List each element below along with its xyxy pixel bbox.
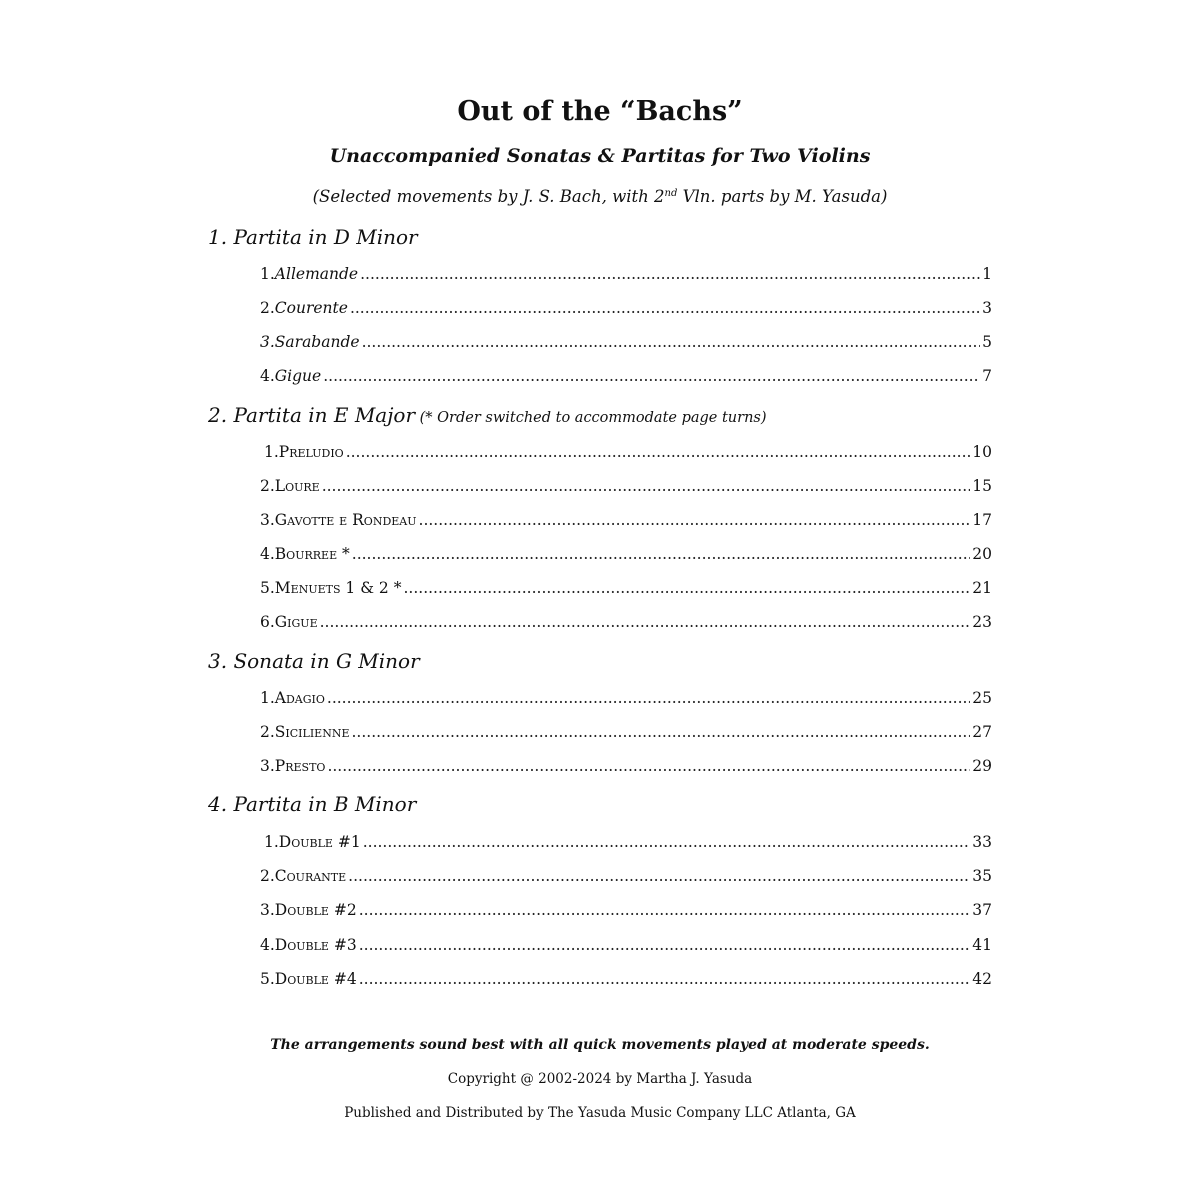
entry-number: 1.	[264, 833, 279, 851]
toc-entry	[260, 757, 992, 779]
dot-leader	[327, 689, 970, 707]
toc-entry	[260, 477, 992, 499]
credit-line	[0, 187, 1200, 206]
entry-page: 35	[972, 867, 992, 885]
entry-title: Allemande	[274, 265, 359, 283]
dot-leader	[352, 545, 970, 563]
entry-number: 2.	[260, 477, 275, 495]
entry-number: 2.	[260, 299, 275, 317]
toc-entry	[260, 867, 992, 889]
entry-title: Bourree *	[274, 545, 350, 563]
toc-entry	[260, 579, 992, 601]
page-title: Out of the “Bachs”	[457, 96, 743, 127]
entry-page: 27	[972, 723, 992, 741]
toc-entry	[260, 936, 992, 958]
entry-title: Adagio	[274, 689, 325, 707]
entry-page: 20	[972, 545, 992, 563]
section-title: 1. Partita in D Minor	[208, 225, 418, 249]
entry-page: 29	[972, 757, 992, 775]
page-subtitle: Unaccompanied Sonatas & Partitas for Two Violins	[329, 145, 871, 167]
entry-title: Menuets 1 & 2 *	[274, 579, 402, 597]
toc-entry	[260, 511, 992, 533]
dot-leader	[322, 477, 971, 495]
section-title: 4. Partita in B Minor	[208, 792, 417, 816]
entry-title: Preludio	[278, 443, 344, 461]
dot-leader	[348, 867, 970, 885]
dot-leader	[363, 833, 971, 851]
toc-entry	[260, 901, 992, 923]
entry-title: Gavotte e Rondeau	[274, 511, 417, 529]
entry-title: Courante	[274, 867, 347, 885]
entry-title: Presto	[274, 757, 326, 775]
entry-title: Courente	[274, 299, 348, 317]
section-title: 2. Partita in E Major	[208, 403, 416, 427]
entry-page: 10	[972, 443, 992, 461]
dot-leader	[403, 579, 970, 597]
section-heading	[208, 225, 418, 249]
toc-entry	[260, 367, 992, 389]
entry-title: Double #2	[274, 901, 357, 919]
dot-leader	[359, 936, 971, 954]
entry-number: 5.	[260, 579, 275, 597]
entry-number: 3.	[260, 511, 275, 529]
entry-number: 1.	[260, 265, 275, 283]
section-title: 3. Sonata in G Minor	[208, 649, 420, 673]
toc-entry	[260, 545, 992, 567]
entry-number: 2.	[260, 867, 275, 885]
entry-page: 7	[982, 367, 992, 385]
entry-page: 5	[982, 333, 992, 351]
toc-entry	[260, 299, 992, 321]
dot-leader	[351, 723, 970, 741]
performance-note: The arrangements sound best with all quick movements played at moderate speeds.	[270, 1037, 930, 1053]
entry-number: 1.	[264, 443, 279, 461]
entry-title: Sarabande	[274, 333, 360, 351]
credit-text-start: (Selected movements by J. S. Bach, with 2	[312, 187, 665, 206]
entry-number: 4.	[260, 545, 275, 563]
section-note: (* Order switched to accommodate page turns)	[415, 410, 767, 426]
credit-superscript: nd	[664, 188, 678, 199]
entry-page: 23	[972, 613, 992, 631]
entry-number: 3.	[260, 333, 275, 351]
copyright-line: Copyright @ 2002-2024 by Martha J. Yasuda	[447, 1071, 753, 1087]
dot-leader	[419, 511, 971, 529]
credit-text-end: Vln. parts by M. Yasuda)	[677, 187, 888, 206]
dot-leader	[327, 757, 970, 775]
entry-number: 6.	[260, 613, 275, 631]
entry-page: 42	[972, 970, 992, 988]
entry-title: Double #3	[274, 936, 357, 954]
entry-title: Double #4	[274, 970, 357, 988]
dot-leader	[359, 901, 971, 919]
dot-leader	[320, 613, 971, 631]
toc-entry	[260, 689, 992, 711]
entry-number: 5.	[260, 970, 275, 988]
entry-page: 25	[972, 689, 992, 707]
entry-page: 21	[972, 579, 992, 597]
section-heading	[208, 403, 767, 427]
toc-entry	[260, 443, 992, 465]
entry-number: 3.	[260, 757, 275, 775]
entry-number: 1.	[260, 689, 275, 707]
entry-number: 4.	[260, 936, 275, 954]
section-heading	[208, 649, 420, 673]
toc-entry	[260, 613, 992, 635]
entry-page: 15	[972, 477, 992, 495]
dot-leader	[350, 299, 980, 317]
entry-number: 4.	[260, 367, 275, 385]
entry-page: 41	[972, 936, 992, 954]
dot-leader	[359, 970, 971, 988]
entry-page: 33	[972, 833, 992, 851]
publisher-line: Published and Distributed by The Yasuda Music Company LLC Atlanta, GA	[344, 1105, 856, 1121]
entry-title: Sicilienne	[274, 723, 350, 741]
entry-number: 3.	[260, 901, 275, 919]
dot-leader	[362, 333, 981, 351]
entry-title: Double #1	[278, 833, 361, 851]
dot-leader	[360, 265, 980, 283]
entry-title: Gigue	[274, 367, 322, 385]
toc-entry	[260, 333, 992, 355]
toc-entry	[260, 723, 992, 745]
toc-entry	[260, 833, 992, 855]
section-heading	[208, 792, 416, 816]
entry-number: 2.	[260, 723, 275, 741]
toc-entry	[260, 265, 992, 287]
entry-page: 1	[982, 265, 992, 283]
dot-leader	[323, 367, 980, 385]
toc-entry	[260, 970, 992, 992]
entry-title: Loure	[274, 477, 320, 495]
entry-page: 3	[982, 299, 992, 317]
dot-leader	[346, 443, 971, 461]
entry-page: 17	[972, 511, 992, 529]
entry-page: 37	[972, 901, 992, 919]
entry-title: Gigue	[274, 613, 318, 631]
